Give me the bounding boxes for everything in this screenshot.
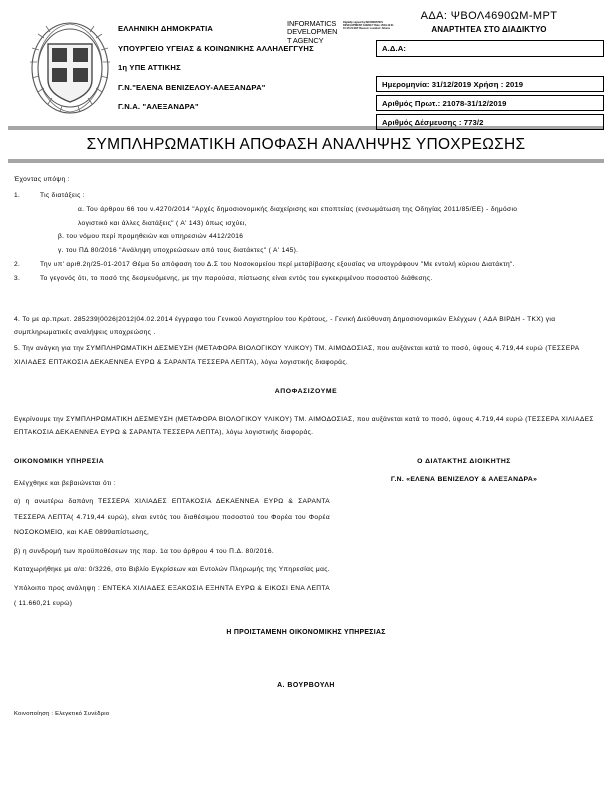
clause-1: [14, 189, 598, 203]
clause-3-text: Το γεγονός ότι, το ποσό της δεσμευόμενης, με την παρούσα, πίστωσης είναι εντός του εγκεκριμένου ποσοστού διάθεσης.: [40, 275, 433, 283]
clause-2: [14, 258, 598, 272]
spacer-clauses: [14, 287, 598, 313]
org-line-republic: ΕΛΛΗΝΙΚΗ ΔΗΜΟΚΡΑΤΙΑ: [118, 24, 214, 33]
paragraph-5: 5. Την ανάγκη για την ΣΥΜΠΛΗΡΩΜΑΤΙΚΗ ΔΕΣΜΕΥΣΗ (ΜΕΤΑΦΟΡΑ ΒΙΟΛΟΓΙΚΟΥ ΥΛΙΚΟΥ) ΤΜ. ΑΙΜΟΔΟΣΙΑΣ, που αυξάνεται κατά το ποσό, ύψους 4.719,44 ευρώ (ΤΕΣΣΕΡΑ ΧΙΛΙΑΔΕΣ ΕΠΤΑΚΟΣΙΑ ΔΕΚΑΕΝΝΕΑ ΕΥΡΩ & ΣΑΡΑΝΤΑ ΤΕΣΣΕΡΑ ΛΕΠΤΑ), λόγω λογιστικής διαφοράς.: [14, 344, 580, 366]
document-body: [0, 173, 612, 440]
financial-clause-a: α) η ανωτέρω δαπάνη ΤΕΣΣΕΡΑ ΧΙΛΙΑΔΕΣ ΕΠΤΑΚΟΣΙΑ ΔΕΚΑΕΝΝΕΑ ΕΥΡΩ & ΣΑΡΑΝΤΑ ΤΕΣΣΕΡΑ ΛΕΠΤΑ( 4.719,44 ευρώ), είναι εντός του διαθέσιμου ποσοστού του Φορέα του Φορέα ΝΟΣΟΚΟΜΕΙΟ, και ΚΑΕ 0899απίστωσης,: [14, 498, 330, 537]
administrator-entity: Γ.Ν. «ΕΛΕΝΑ ΒΕΝΙΖΕΛΟΥ & ΑΛΕΞΑΝΔΡΑ»: [390, 475, 538, 483]
org-line-hospital-2: Γ.Ν.Α. "ΑΛΕΞΑΝΔΡΑ": [118, 102, 199, 111]
signature-columns: [0, 458, 612, 615]
clause-2-number: 2.: [14, 260, 21, 268]
financial-clause-b: β) η συνδρομή των προϋποθέσεων της παρ. 1α του άρθρου 4 του Π.Δ. 80/2016.: [14, 547, 275, 555]
org-line-hospital-1: Γ.Ν."ΕΛΕΝΑ ΒΕΝΙΖΕΛΟΥ-ΑΛΕΞΑΝΔΡΑ": [118, 82, 266, 92]
decision-heading: ΑΠΟΦΑΣΙΖΟΥΜΕ: [274, 388, 338, 396]
notification-line: Κοινοποίηση : Ελεγκτικό Συνέδριο: [14, 710, 110, 717]
ada-header-block: [374, 10, 604, 34]
clause-3-number: 3.: [14, 275, 21, 283]
administrator-heading: Ο ΔΙΑΤΑΚΤΗΣ ΔΙΟΙΚΗΤΗΣ: [417, 457, 511, 465]
clause-1-sub-c: γ. του ΠΔ 80/2016 "Ανάληψη υποχρεώσεων από τους διατάκτες" ( Α' 145).: [58, 246, 299, 254]
financial-service-heading: ΟΙΚΟΝΟΜΙΚΗ ΥΠΗΡΕΣΙΑ: [14, 457, 105, 465]
ada-field-box: Α.Δ.Α:: [376, 40, 604, 57]
clause-1-sub-a: α. Του άρθρου 66 του ν.4270/2014 "Αρχές δημοσιονομικής διαχείρισης και εποπτείας (ενσωμάτωση της Οδηγίας 2011/85/ΕΕ) - δημόσιο: [78, 206, 518, 214]
clause-1-sub-b: β. του νόμου περί προμηθειών και υπηρεσιών 4412/2016: [58, 233, 244, 241]
protocol-number-box: Αριθμός Πρωτ.: 21078-31/12/2019: [376, 95, 604, 111]
page-title: ΣΥΜΠΛΗΡΩΜΑΤΙΚΗ ΑΠΟΦΑΣΗ ΑΝΑΛΗΨΗΣ ΥΠΟΧΡΕΩΣΗΣ: [86, 136, 526, 153]
administrator-column: [330, 458, 598, 615]
financial-intro: Ελέγχθηκε και βεβαιώνεται ότι :: [14, 479, 117, 487]
greek-coat-of-arms-icon: [28, 18, 112, 118]
financial-service-body: [14, 476, 330, 612]
financial-balance: Υπόλοιπο προς ανάληψη : ΕΝΤΕΚΑ ΧΙΛΙΑΔΕΣ ΕΞΑΚΟΣΙΑ ΕΞΗΝΤΑ ΕΥΡΩ & ΕΙΚΟΣΙ ΕΝΑ ΛΕΠΤΑ ( 11.660,21 ευρώ): [14, 584, 330, 608]
stamp-detail-text: Digitally signed by INFORMATICS DEVELOPMENT AGENCY Date: 2019.12.31 10:15:21 EET Reason: Location: Athens: [343, 21, 394, 31]
clause-1-sub-a-cont: λογιστικό και άλλες διατάξεις" ( Α' 143) όπως ισχύει,: [78, 219, 247, 227]
clause-1-number: 1.: [14, 191, 21, 199]
stamp-line-3: T AGENCY: [287, 35, 324, 45]
preamble-text: Έχοντας υπόψη :: [14, 176, 70, 183]
organization-block: [118, 24, 388, 122]
paragraph-4: 4. Το με αρ.πρωτ. 285239|0026|2012|04.02.2014 έγγραφο του Γενικού Λογιστηρίου του Κράτους, - Γενική Διεύθυνση Δημοσιονομικών Ελέγχων ( ΑΔΑ ΒΙΡΔΗ - ΤΚΧ) για συμπληρωματικές αναλήψεις υποχρεώσης .: [14, 315, 556, 337]
commitment-number-box: Αριθμός Δέσμευσης : 773/2: [376, 114, 604, 130]
ada-subtitle: ΑΝΑΡΤΗΤΕΑ ΣΤΟ ΔΙΑΔΙΚΤΥΟ: [431, 25, 547, 34]
org-line-ministry: ΥΠΟΥΡΓΕΙΟ ΥΓΕΙΑΣ & ΚΟΙΝΩΝΙΚΗΣ ΑΛΛΗΛΕΓΓΥΗΣ: [118, 43, 314, 53]
org-line-ype: 1η ΥΠΕ ΑΤΤΙΚΗΣ: [118, 63, 181, 72]
financial-service-column: [14, 458, 330, 615]
financial-officer-title: Η ΠΡΟΙΣΤΑΜΕΝΗ ΟΙΚΟΝΟΜΙΚΗΣ ΥΠΗΡΕΣΙΑΣ: [226, 628, 386, 636]
ada-code: ΑΔΑ: ΨΒΟΛ4690ΩΜ-ΜΡΤ: [420, 10, 558, 22]
date-box: Ημερομηνία: 31/12/2019 Χρήση : 2019: [376, 76, 604, 92]
clause-1-text: Τις διατάξεις :: [40, 191, 85, 199]
divider-bottom: [8, 159, 604, 163]
document-header: [0, 0, 612, 127]
financial-registration: Καταχωρήθηκε με α/α: 0/3226, στο Βιβλίο Εγκρίσεων και Εντολών Πληρωμής της Υπηρεσίας μας.: [14, 566, 330, 574]
stamp-line-1: INFORMATICS: [287, 19, 337, 28]
clause-2-text: Την υπ' αριθ.2η/25-01-2017 Θέμα 5ο απόφαση του Δ.Σ του Νοσοκομείου περί μεταβίβασης εξουσίας να υπογράφουν "Με εντολή κύριου Διατάκτη".: [40, 260, 515, 268]
signature-name: Α. ΒΟΥΡΒΟΥΛΗ: [277, 681, 335, 689]
stamp-line-2: DEVELOPMEN: [287, 27, 338, 37]
decision-text: Εγκρίνουμε την ΣΥΜΠΛΗΡΩΜΑΤΙΚΗ ΔΕΣΜΕΥΣΗ (ΜΕΤΑΦΟΡΑ ΒΙΟΛΟΓΙΚΟΥ ΥΛΙΚΟΥ) ΤΜ. ΑΙΜΟΔΟΣΙΑΣ, που αυξάνεται κατά το ποσό, ύψους 4.719,44 ευρώ (ΤΕΣΣΕΡΑ ΧΙΛΙΑΔΕΣ ΕΠΤΑΚΟΣΙΑ ΔΕΚΑΕΝΝΕΑ ΕΥΡΩ & ΣΑΡΑΝΤΑ ΤΕΣΣΕΡΑ ΛΕΠΤΑ), λόγω λογιστικής διαφοράς.: [14, 415, 594, 437]
clause-3: [14, 272, 598, 286]
